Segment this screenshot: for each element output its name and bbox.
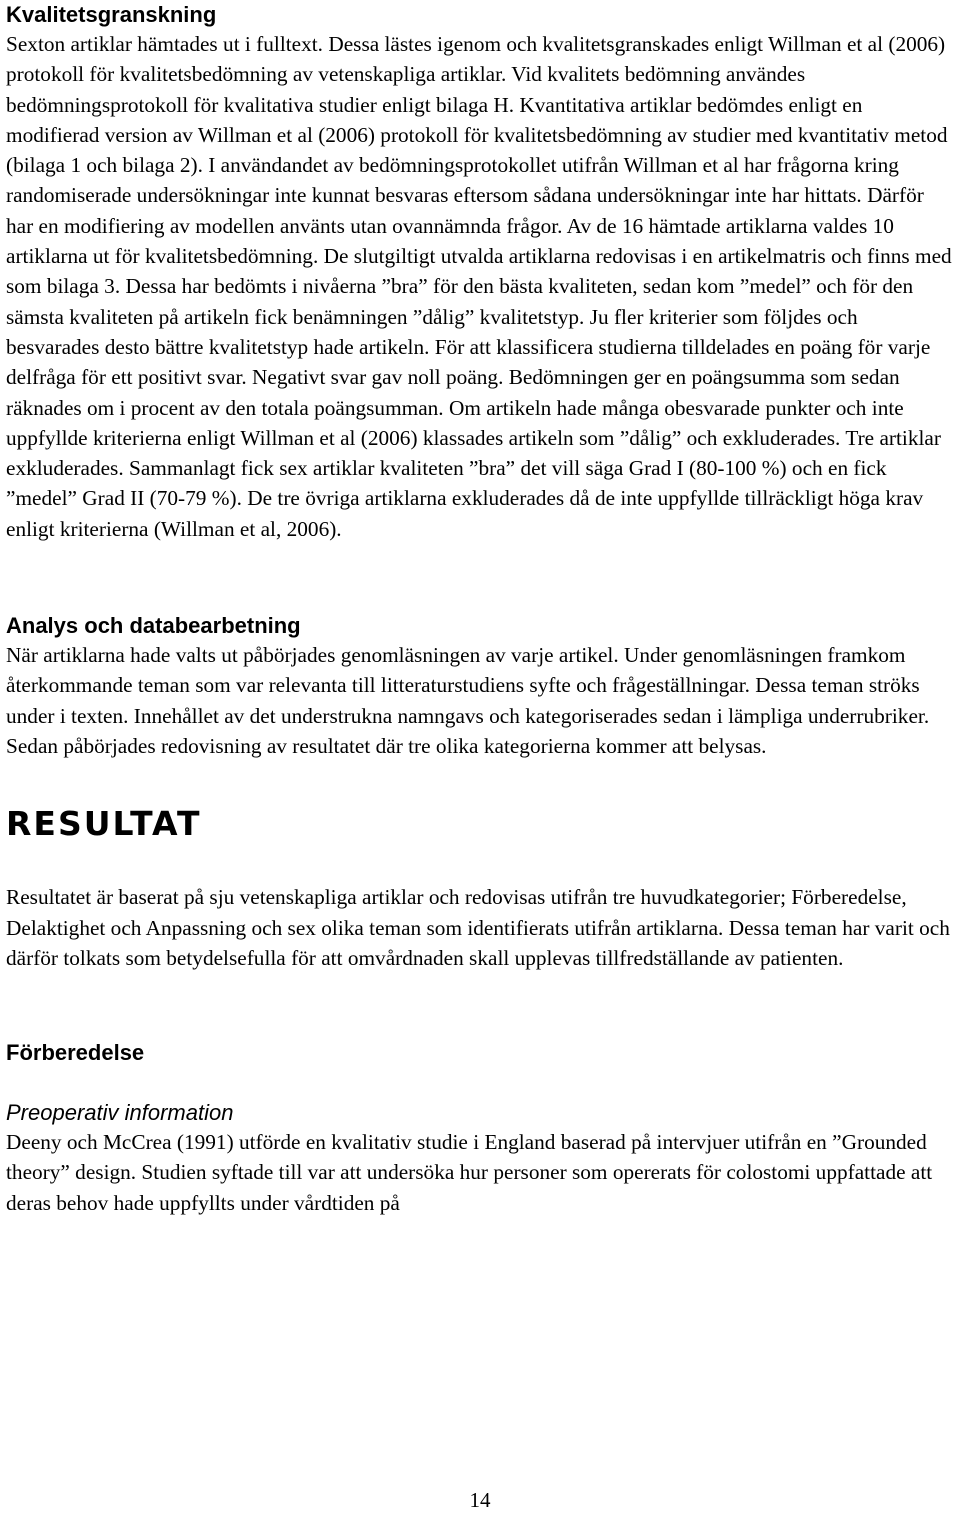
section-heading-quality: Kvalitetsgranskning: [6, 2, 217, 27]
page-number: 14: [469, 1488, 491, 1512]
document-page: [6, 0, 956, 1218]
preparation-paragraph: Deeny och McCrea (1991) utförde en kvalitativ studie i England baserad på intervjuer utifrån en ”Grounded theory” design. Studien syftade till var att undersöka hur personer som opererats för colostomi uppfattade att deras behov hade uppfyllts under vårdtiden på: [6, 1130, 933, 1215]
quality-paragraph: Sexton artiklar hämtades ut i fulltext. Dessa lästes igenom och kvalitetsgranskades enligt Willman et al (2006) protokoll för kvalitetsbedömning av vetenskapliga artiklar. Vid kvalitets bedömning användes bedömningsprotokoll för kvalitativa studier enligt bilaga H. Kvantitativa artiklar bedömdes enligt en modifierad version av Willman et al (2006) protokoll för kvalitetsbedömning av studier med kvantitativ metod (bilaga 1 och bilaga 2). I användandet av bedömningsprotokollet utifrån Willman et al har frågorna kring randomiserade undersökningar inte kunnat besvaras eftersom sådana undersökningar inte har hittats. Därför har en modifiering av modellen använts utan ovannämnda frågor. Av de 16 hämtade artiklarna valdes 10 artiklarna ut för kvalitetsbedömning. De slutgiltigt utvalda artiklarna redovisas i en artikelmatris och finns med som bilaga 3. Dessa har bedömts i nivåerna ”bra” för den bästa kvaliteten, sedan kom ”medel” och för den sämsta kvaliteten på artikeln fick benämningen ”dålig” kvalitetstyp. Ju fler kriterier som följdes och besvarades desto bättre kvalitetstyp hade artikeln. För att klassificera studierna tilldelades en poäng för varje delfråga för ett positivt svar. Negativt svar gav noll poäng. Bedömningen ger en poängsumma som sedan räknades om i procent av den totala poängsumman. Om artikeln hade många obesvarade punkter och inte uppfyllde kriterierna enligt Willman et al (2006) klassades artikeln som ”dålig” och exkluderades. Tre artiklar exkluderades. Sammanlagt fick sex artiklar kvaliteten ”bra” det vill säga Grad I (80-100 %) och en fick ”medel” Grad II (70-79 %). De tre övriga artiklarna exkluderades då de inte uppfyllde tillräckligt höga krav enligt kriterierna (Willman et al, 2006).: [6, 32, 952, 541]
result-heading: RESULTAT: [6, 804, 202, 844]
subheading-preoperative-information: Preoperativ information: [6, 1100, 234, 1126]
section-heading-analysis: Analys och databearbetning: [6, 613, 301, 639]
analysis-paragraph: När artiklarna hade valts ut påbörjades genomläsningen av varje artikel. Under genomläsningen framkom återkommande teman som var relevanta till litteraturstudiens syfte och frågeställningar. Dessa teman ströks under i texten. Innehållet av det understrukna namngavs och kategoriserades sedan i lämpliga underrubriker. Sedan påbörjades redovisning av resultatet där tre olika kategorierna kommer att belysas.: [6, 643, 930, 758]
section-heading-preparation: Förberedelse: [6, 1040, 145, 1066]
result-paragraph: Resultatet är baserat på sju vetenskapliga artiklar och redovisas utifrån tre huvudkategorier; Förberedelse, Delaktighet och Anpassning och sex olika teman som identifierats utifrån artiklarna. Dessa teman har varit och därför tolkats som betydelsefulla för att omvårdnaden skall upplevas tillfredställande av patienten.: [6, 885, 950, 970]
